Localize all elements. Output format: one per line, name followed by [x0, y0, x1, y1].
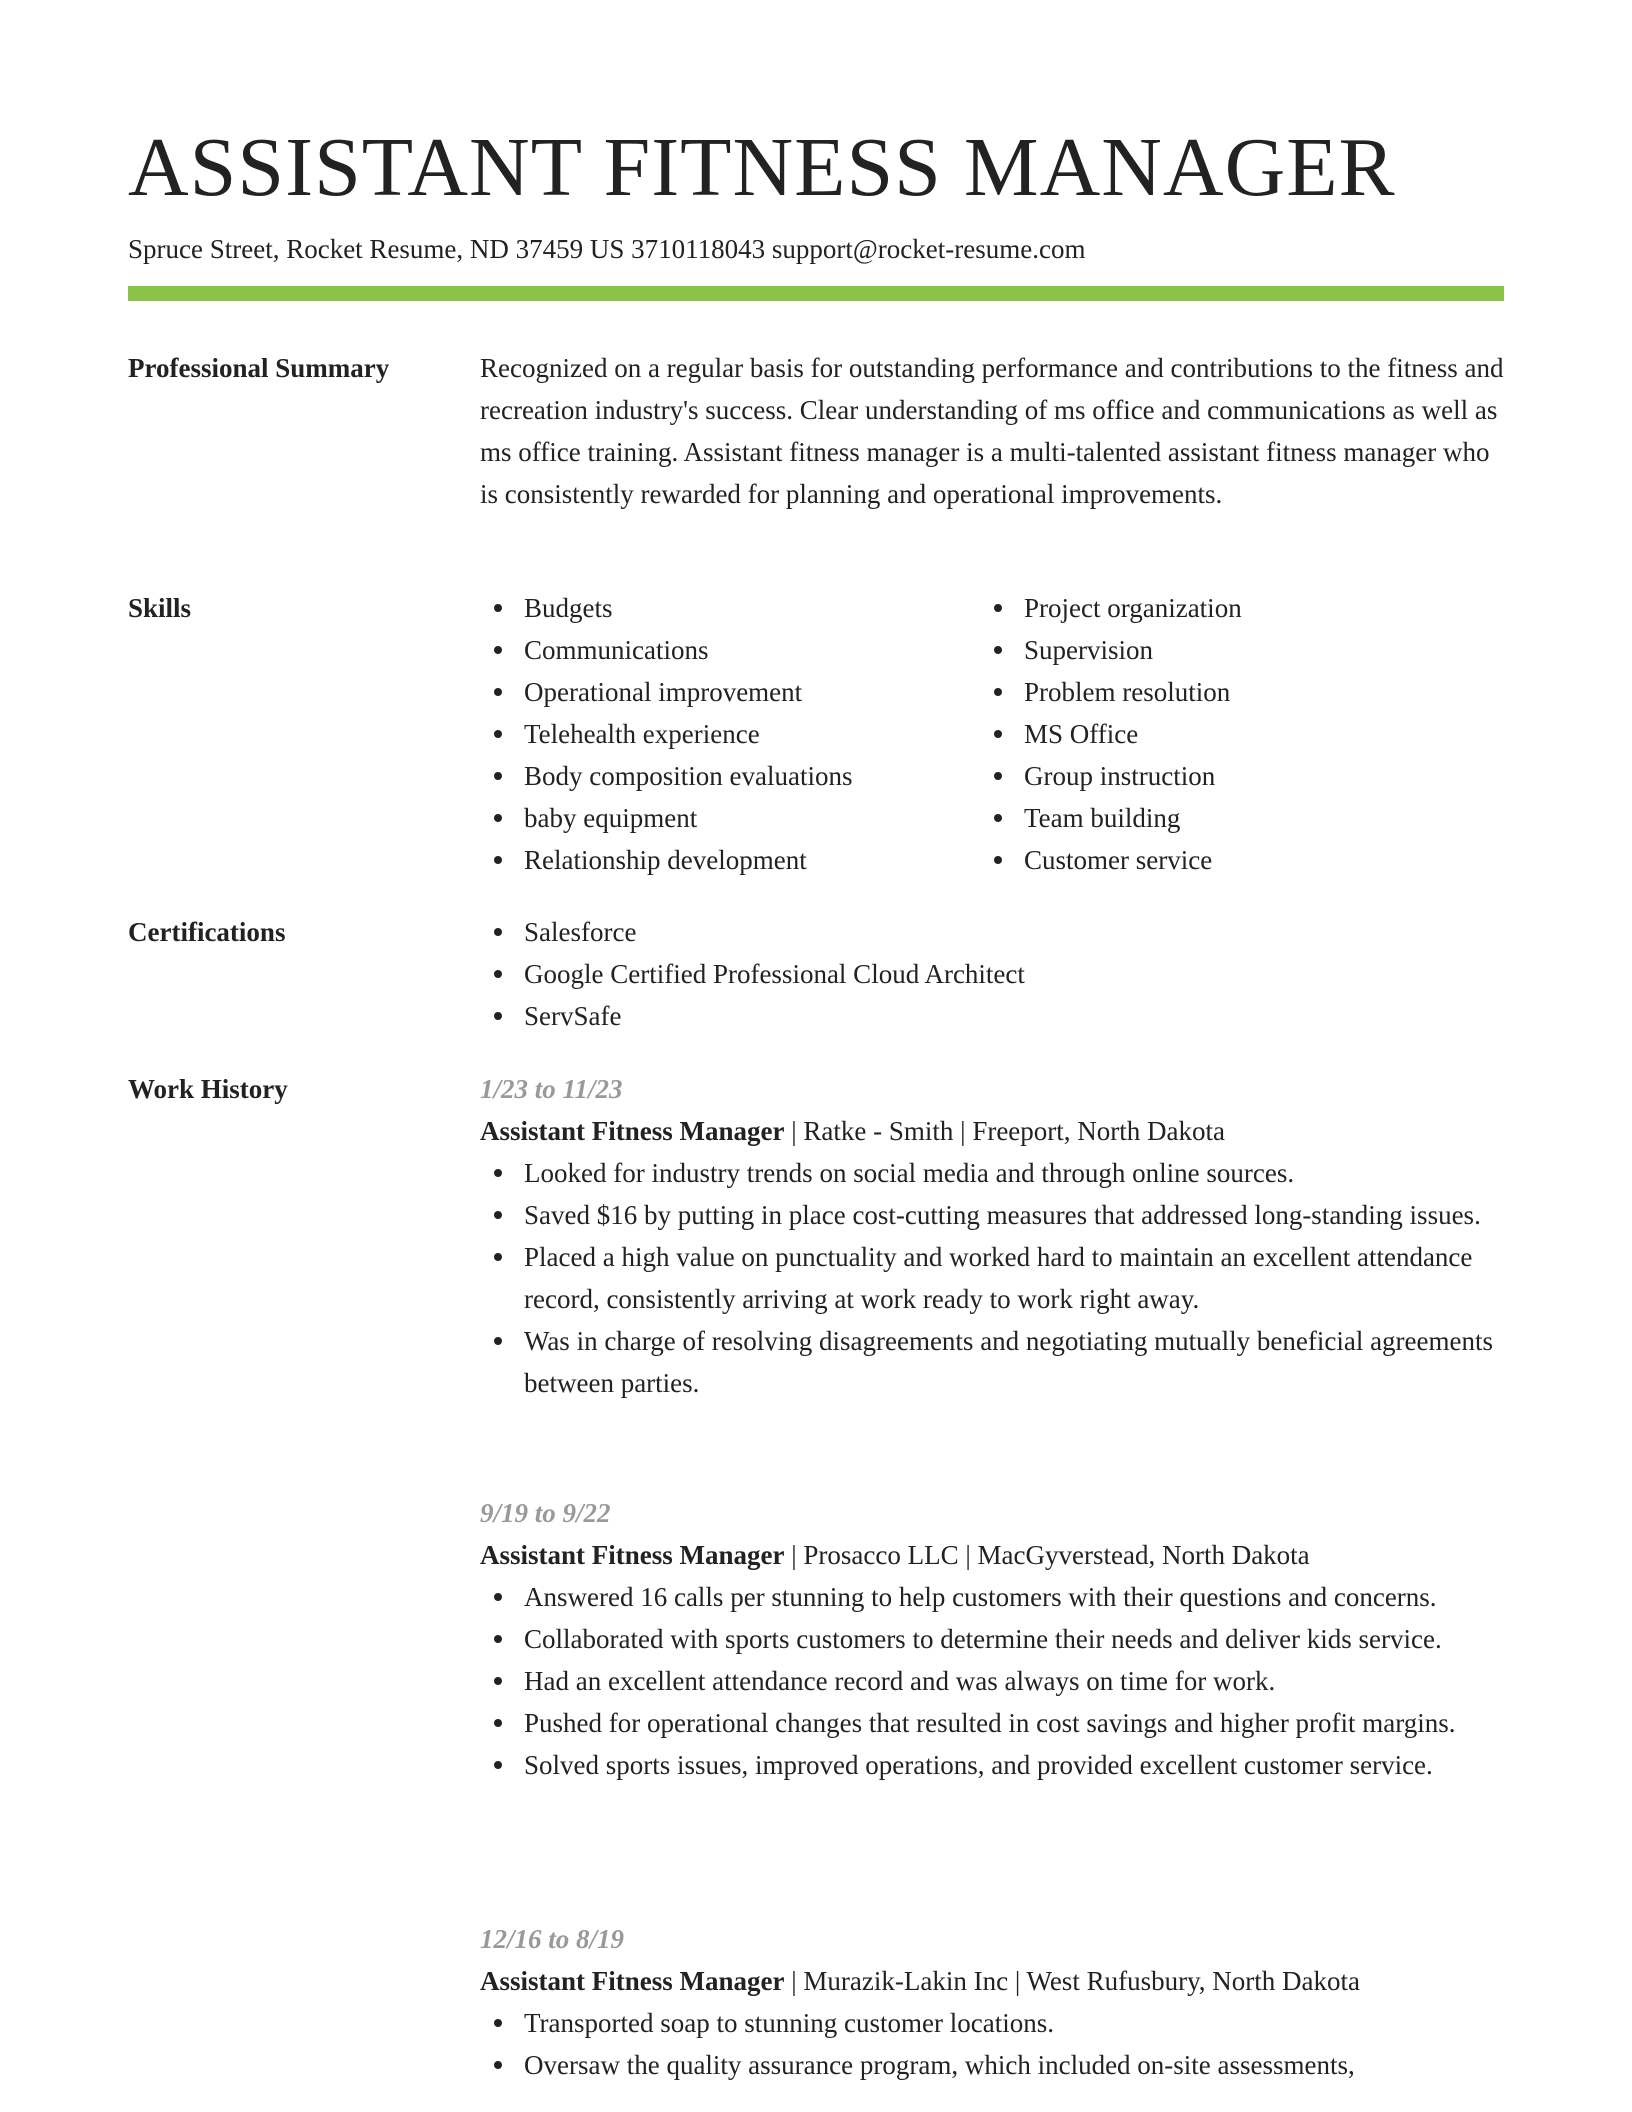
job-location: Freeport, North Dakota	[972, 1116, 1225, 1146]
separator: |	[784, 1540, 804, 1570]
skill-item: Telehealth experience	[480, 713, 980, 755]
job-location: MacGyverstead, North Dakota	[977, 1540, 1310, 1570]
separator: |	[784, 1116, 804, 1146]
skill-item: MS Office	[980, 713, 1480, 755]
job-bullet: Looked for industry trends on social media and through online sources.	[480, 1152, 1504, 1194]
job-entry	[480, 1068, 1504, 1404]
skill-item: Team building	[980, 797, 1480, 839]
job-bullet: Saved $16 by putting in place cost-cutting measures that addressed long-standing issues.	[480, 1194, 1504, 1236]
job-dates: 1/23 to 11/23	[480, 1074, 623, 1104]
skill-item: Project organization	[980, 587, 1480, 629]
job-heading	[480, 1960, 1504, 2002]
skill-item: Body composition evaluations	[480, 755, 980, 797]
job-title: Assistant Fitness Manager	[480, 1540, 785, 1570]
skill-item: baby equipment	[480, 797, 980, 839]
job-title: Assistant Fitness Manager	[480, 1966, 785, 1996]
job-dates: 9/19 to 9/22	[480, 1498, 611, 1528]
separator: |	[953, 1116, 973, 1146]
certification-item: Google Certified Professional Cloud Architect	[480, 953, 1504, 995]
skills-heading: Skills	[128, 593, 192, 623]
job-bullet: Oversaw the quality assurance program, which included on-site assessments,	[480, 2044, 1504, 2086]
contact-line: Spruce Street, Rocket Resume, ND 37459 US 3710118043 support@rocket-resume.com	[128, 234, 1086, 264]
certification-item: Salesforce	[480, 911, 1504, 953]
skill-item: Customer service	[980, 839, 1480, 881]
job-company: Murazik-Lakin Inc	[803, 1966, 1009, 1996]
job-bullet: Had an excellent attendance record and was always on time for work.	[480, 1660, 1504, 1702]
job-bullet: Was in charge of resolving disagreements and negotiating mutually beneficial agreements between parties.	[480, 1320, 1504, 1404]
job-bullet: Collaborated with sports customers to determine their needs and deliver kids service.	[480, 1618, 1504, 1660]
skill-item: Communications	[480, 629, 980, 671]
work-history-heading: Work History	[128, 1074, 288, 1104]
skill-item: Operational improvement	[480, 671, 980, 713]
job-company: Prosacco LLC	[803, 1540, 959, 1570]
job-bullet: Answered 16 calls per stunning to help customers with their questions and concerns.	[480, 1576, 1504, 1618]
skill-item: Relationship development	[480, 839, 980, 881]
separator: |	[958, 1540, 978, 1570]
skill-item: Problem resolution	[980, 671, 1480, 713]
job-bullet: Transported soap to stunning customer locations.	[480, 2002, 1504, 2044]
job-location: West Rufusbury, North Dakota	[1026, 1966, 1361, 1996]
summary-text: Recognized on a regular basis for outstanding performance and contributions to the fitness and recreation industry's success. Clear understanding of ms office and communications as well as ms office training. Assistant fitness manager is a multi-talented assistant fitness manager who is consistently rewarded for planning and operational improvements.	[480, 353, 1504, 509]
header-divider	[128, 286, 1504, 301]
certification-item: ServSafe	[480, 995, 1504, 1037]
job-bullet: Pushed for operational changes that resulted in cost savings and higher profit margins.	[480, 1702, 1504, 1744]
skills-column-right	[980, 587, 1480, 881]
skills-column-left	[480, 587, 980, 881]
job-entry	[480, 1492, 1504, 1786]
certifications-heading: Certifications	[128, 917, 286, 947]
job-company: Ratke - Smith	[803, 1116, 954, 1146]
job-dates: 12/16 to 8/19	[480, 1924, 625, 1954]
resume-title: ASSISTANT FITNESS MANAGER	[128, 121, 1396, 214]
skill-item: Group instruction	[980, 755, 1480, 797]
summary-heading: Professional Summary	[128, 353, 390, 383]
skill-item: Supervision	[980, 629, 1480, 671]
job-bullet: Solved sports issues, improved operations, and provided excellent customer service.	[480, 1744, 1504, 1786]
job-title: Assistant Fitness Manager	[480, 1116, 785, 1146]
job-entry	[480, 1918, 1504, 2086]
job-bullet: Placed a high value on punctuality and worked hard to maintain an excellent attendance record, consistently arriving at work ready to work right away.	[480, 1236, 1504, 1320]
job-heading	[480, 1534, 1504, 1576]
job-heading	[480, 1110, 1504, 1152]
separator: |	[784, 1966, 804, 1996]
separator: |	[1008, 1966, 1027, 1996]
skill-item: Budgets	[480, 587, 980, 629]
